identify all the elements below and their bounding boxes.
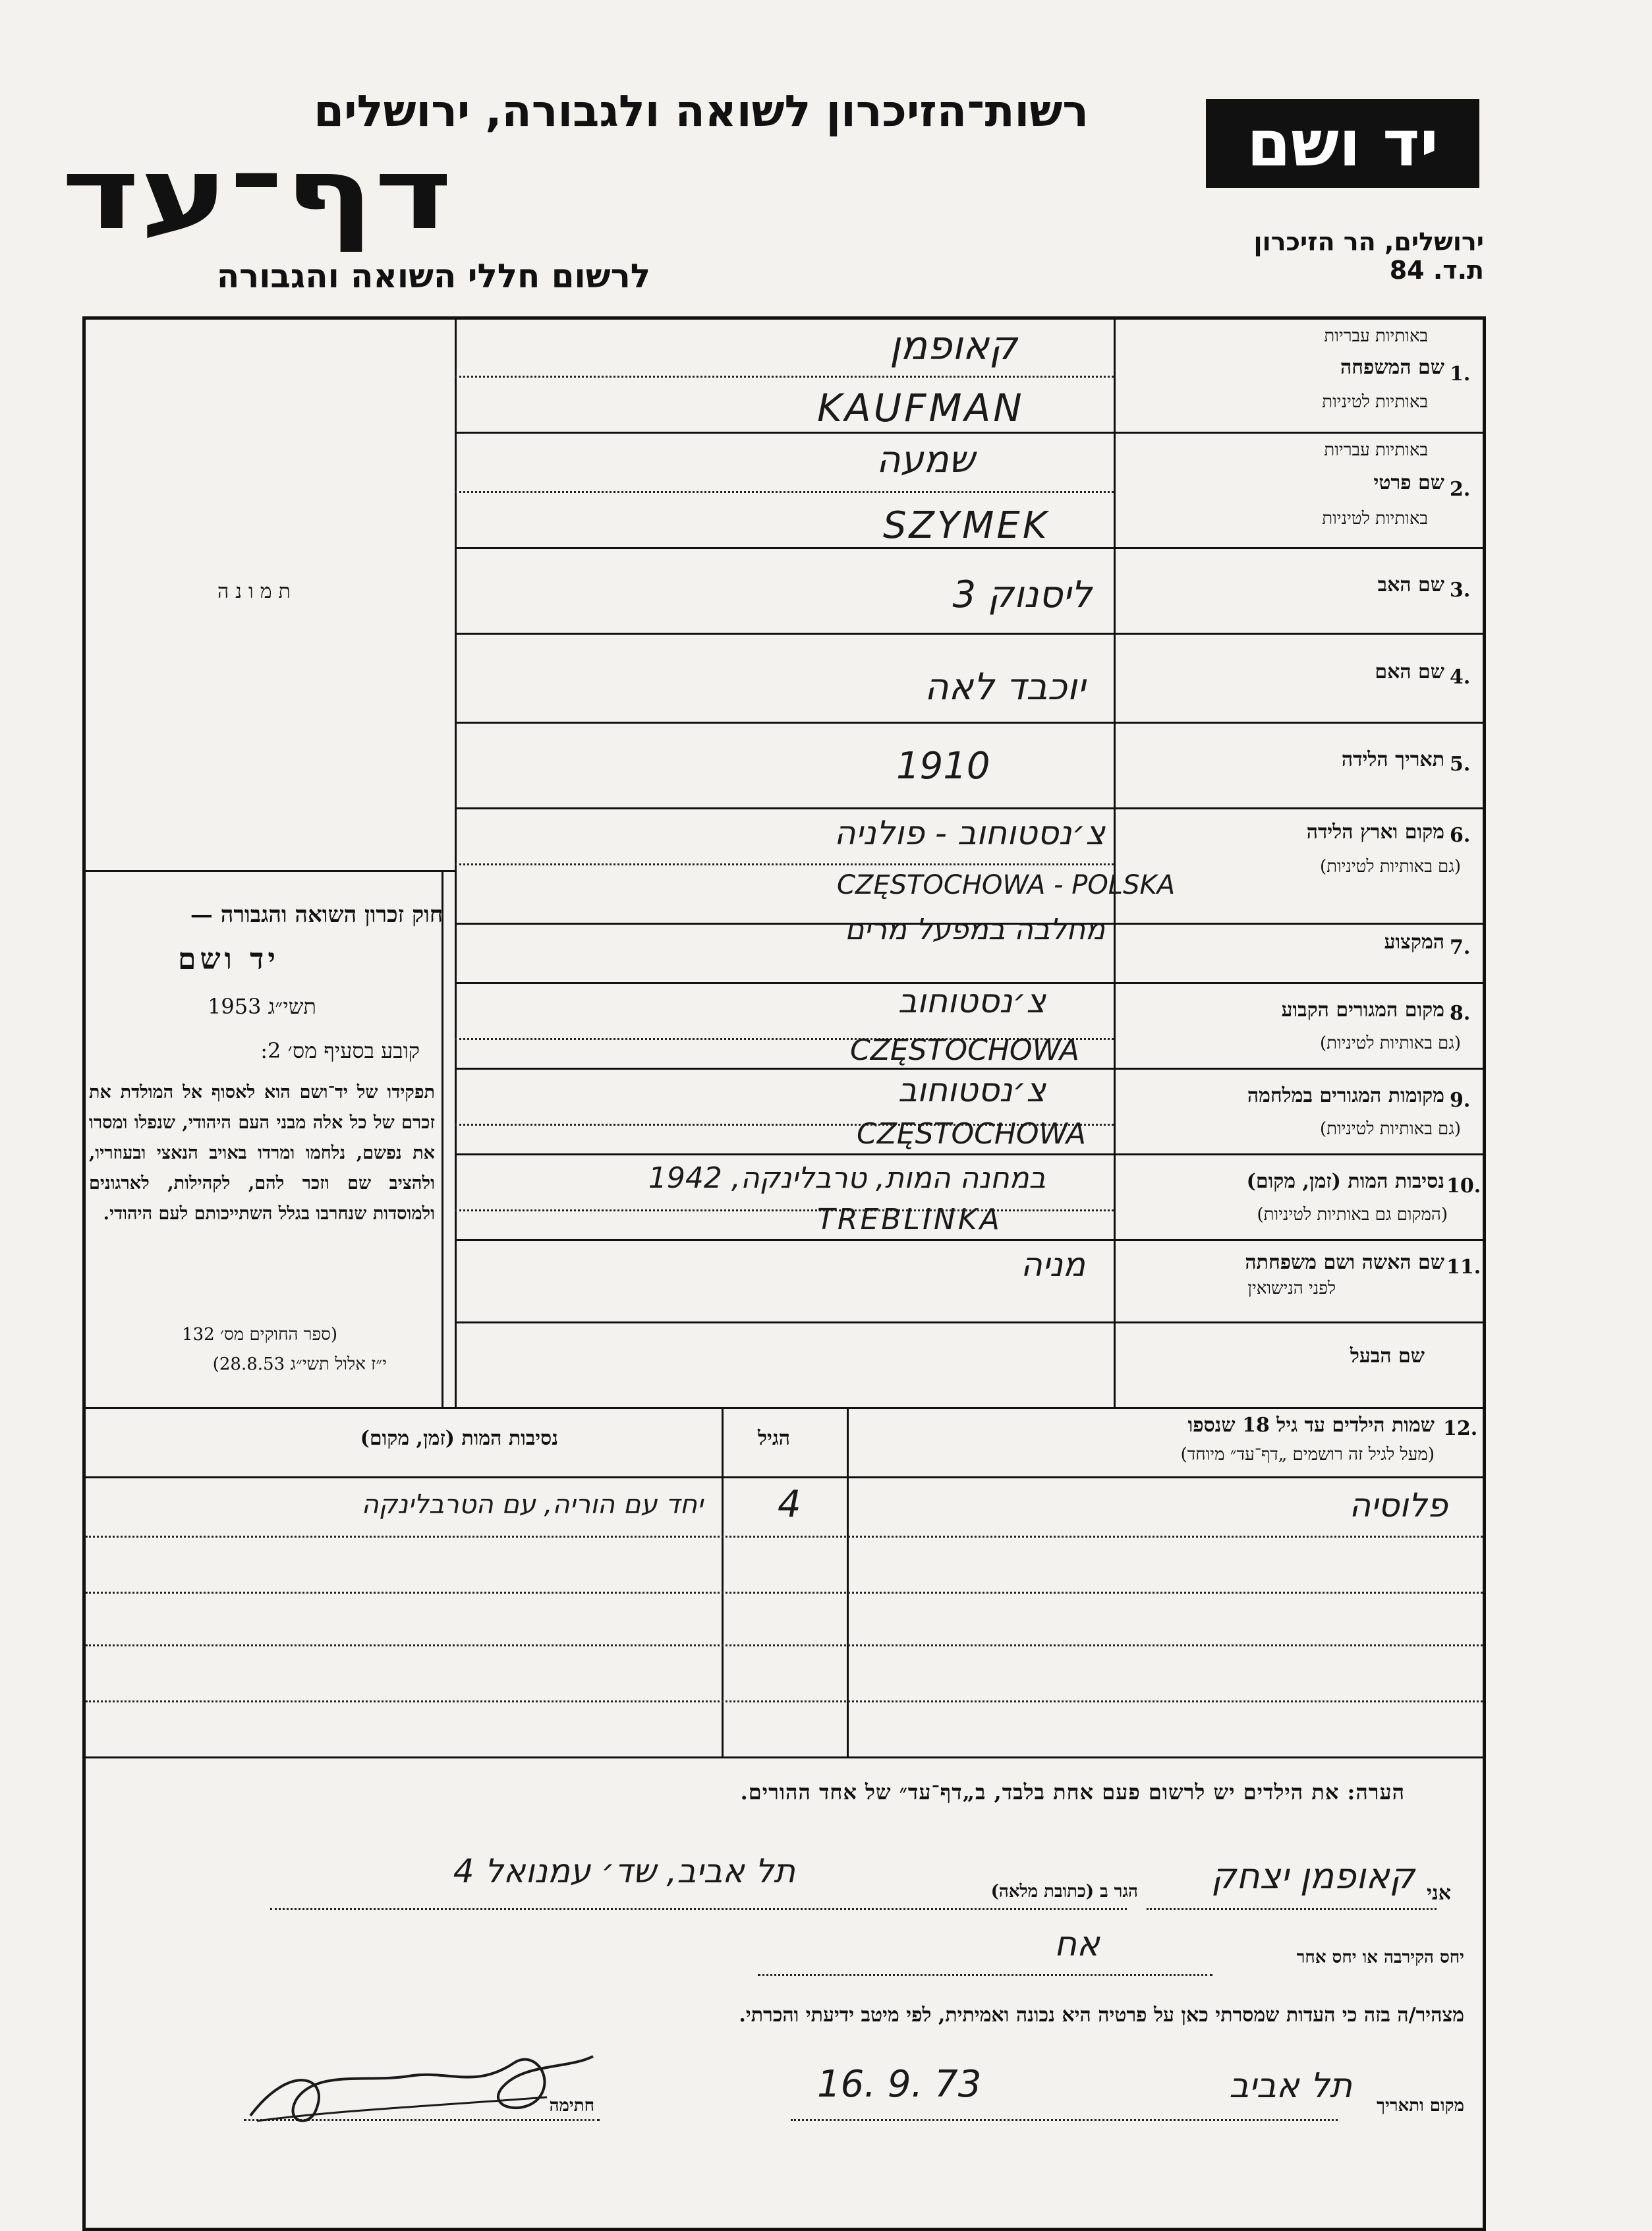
field-8-label: מקום המגורים הקבוע — [1281, 999, 1444, 1022]
field-2-lat-label: באותיות לטיניות — [1322, 509, 1428, 529]
field-2-lat-value: SZYMEK — [883, 504, 1050, 547]
note-text: הערה: את הילדים יש לרשום פעם אחת בלבד, ב„דף־עד״ של אחד ההורים. — [740, 1780, 1405, 1805]
children-col-divider-2 — [847, 1407, 849, 1756]
relation-value: אח — [1054, 1925, 1100, 1964]
field-11-value: מניה — [1021, 1246, 1085, 1284]
field-9-value-1: צ׳נסטוחוב — [897, 1071, 1046, 1109]
children-age-header: הגיל — [758, 1427, 791, 1450]
field-2-number: 2. — [1450, 478, 1471, 501]
field-8-sub: (גם באותיות לטיניות) — [1319, 1033, 1461, 1053]
photo-label: תמונה — [217, 580, 297, 603]
field-10-value-2: TREBLINKA — [817, 1203, 1002, 1236]
field-6-number: 6. — [1450, 824, 1471, 847]
field-7-label: המקצוע — [1384, 931, 1444, 954]
field-8-value-2: CZĘSTOCHOWA — [850, 1033, 1079, 1067]
children-death-header: נסיבות המות (זמן, מקום) — [360, 1427, 558, 1450]
field-10-number: 10. — [1446, 1174, 1481, 1198]
page-subtitle: לרשום חללי השואה והגבורה — [216, 257, 650, 295]
field-2-heb-value: שמעה — [876, 438, 975, 481]
field-4-label: שם האם — [1375, 660, 1444, 683]
field-1-label: שם המשפחה — [1340, 356, 1444, 379]
field-11-sub: לפני הנישואין — [1247, 1279, 1336, 1298]
field-8-value-1: צ׳נסטוחוב — [897, 982, 1046, 1020]
field-10-label: נסיבות המות (זמן, מקום) — [1246, 1170, 1444, 1193]
field-2-heb-label: באותיות עבריות — [1324, 440, 1428, 460]
field-7-number: 7. — [1450, 936, 1471, 959]
field-6-sub: (גם באותיות לטיניות) — [1319, 857, 1461, 877]
field-5-label: תאריך הלידה — [1341, 748, 1444, 771]
field-1-number: 1. — [1450, 362, 1471, 386]
field-11-number: 11. — [1446, 1256, 1481, 1279]
field-4-number: 4. — [1450, 666, 1471, 689]
signature-mark — [237, 2037, 606, 2135]
declarant-residing-label: הגר ב (כתובת מלאה) — [990, 1882, 1138, 1901]
field-9-value-2: CZĘSTOCHOWA — [857, 1117, 1086, 1151]
photo-divider — [455, 316, 457, 1407]
field-9-sub: (גם באותיות לטיניות) — [1319, 1119, 1461, 1139]
field-1-lat-label: באותיות לטיניות — [1322, 392, 1428, 412]
law-source-2: י״ז אלול תשי״ג 28.8.53) — [212, 1354, 387, 1374]
field-3-value: ליסנוק 3 — [952, 573, 1092, 616]
note-top-divider — [82, 1756, 1486, 1758]
field-9-number: 9. — [1450, 1089, 1471, 1112]
field-6-value-1: צ׳נסטוחוב - פולניה — [834, 814, 1105, 852]
field-10-sub: (המקום גם באותיות לטיניות) — [1257, 1205, 1448, 1225]
law-heading: חוק זכרון השואה והגבורה — — [190, 902, 443, 928]
field-1-lat-value: KAUFMAN — [817, 386, 1025, 430]
children-col-divider-1 — [722, 1407, 724, 1756]
law-clause: קובע בסעיף מס׳ 2: — [260, 1038, 420, 1063]
label-divider — [1114, 316, 1116, 1407]
field-10-value-1: במחנה המות, טרבלינקה, 1942 — [648, 1161, 1046, 1195]
law-inner-divider — [441, 870, 443, 1407]
law-source-1: (ספר החוקים מס׳ 132 — [182, 1325, 337, 1345]
field-5-number: 5. — [1450, 753, 1471, 776]
field-11-label: שם האשה ושם משפחתה — [1245, 1251, 1444, 1274]
children-header-divider — [82, 1476, 1486, 1478]
field-3-label: שם האב — [1377, 573, 1444, 596]
declarant-i-label: אני — [1427, 1882, 1451, 1905]
law-year: תשי״ג 1953 — [208, 994, 316, 1019]
field-8-number: 8. — [1450, 1002, 1471, 1025]
field-7-value: מחלבה במפעל מרים — [845, 913, 1105, 946]
field-4-value: יוכבד לאה — [925, 666, 1085, 709]
photo-law-divider — [82, 870, 455, 872]
field-1-heb-label: באותיות עבריות — [1324, 326, 1428, 346]
address-line-2: ת.ד. 84 — [1389, 256, 1484, 285]
logo-text: יד ושם — [1247, 106, 1438, 181]
field-9-label: מקומות המגורים במלחמה — [1247, 1084, 1444, 1107]
field-2-label: שם פרטי — [1373, 471, 1444, 494]
child-1-age: 4 — [778, 1483, 801, 1526]
law-text: תפקידו של יד־ושם הוא לאסוף אל המולדת את זכרם של כל אלה מבני העם היהודי, שנפלו ומסרו את נפשם, נלחמו ומרדו באויב הנאצי ובעוזריו, ולהציב שם וזכר להם, לקהילות, לארגונים ולמוסדות שנחרבו בגלל השתייכותם לעם היהודי. — [89, 1082, 435, 1224]
relation-label: יחס הקירבה או יחס אחר — [1296, 1948, 1464, 1967]
declarant-address: תל אביב, שד׳ עמנואל 4 — [453, 1852, 795, 1890]
children-names-header: שמות הילדים עד גיל 18 שנספו — [1187, 1414, 1435, 1437]
child-1-death: יחד עם הוריה, עם הטרבלינקה — [361, 1490, 703, 1520]
section-divider-children — [82, 1407, 1486, 1409]
place-date-label: מקום ותאריך — [1377, 2096, 1464, 2116]
field-5-value: 1910 — [896, 745, 990, 788]
declaration-text: מצהיר/ה בזה כי העדות שמסרתי כאן על פרטיה היא נכונה ואמיתית, לפי מיטב ידיעתי והכרתי. — [739, 2004, 1464, 2027]
signature-label: חתימה — [549, 2096, 594, 2116]
date-value: 16. 9. 73 — [817, 2063, 982, 2106]
field-1-heb-value: קאופמן — [890, 323, 1017, 369]
page-title: דף־עד — [61, 137, 453, 252]
field-6-label: מקום וארץ הלידה — [1306, 821, 1444, 844]
field-6-value-2: CZĘSTOCHOWA - POLSKA — [837, 870, 1176, 900]
husband-label: שם הבעל — [1350, 1345, 1425, 1368]
header-authority: רשות־הזיכרון לשואה ולגבורה, ירושלים — [314, 86, 1089, 136]
address-line-1: ירושלים, הר הזיכרון — [1253, 227, 1484, 256]
child-1-name: פלוסיה — [1349, 1486, 1448, 1524]
children-number: 12. — [1443, 1417, 1478, 1440]
place-value: תל אביב — [1229, 2066, 1352, 2106]
field-3-number: 3. — [1450, 579, 1471, 602]
yad-vashem-logo — [1206, 99, 1479, 188]
law-name: יד ושם — [178, 942, 279, 976]
children-names-header-sub: (מעל לגיל זה רושמים „דף־עד״ מיוחד) — [1180, 1445, 1435, 1464]
declarant-name: קאופמן יצחק — [1211, 1855, 1415, 1897]
